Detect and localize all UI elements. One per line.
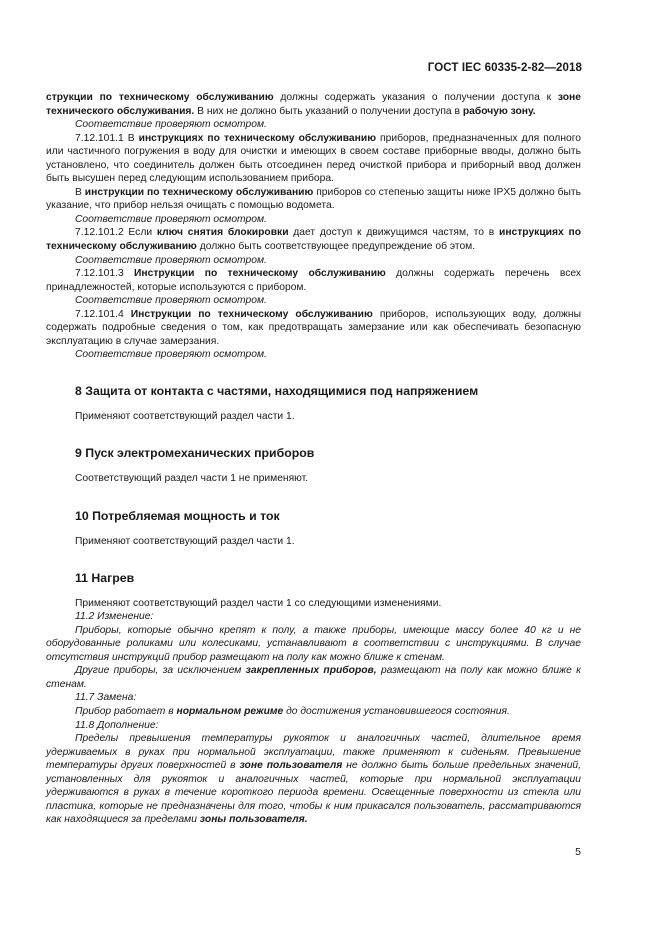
clause-11-7-text: Прибор работает в нормальном режиме до достижения установившегося состояния. — [75, 705, 510, 717]
continued-paragraph: струкции по техническому обслуживанию должны содержать указания о получении доступа к зоне технического обслуживания. В них не должно быть указаний о получении доступа в рабочую зону. — [46, 92, 582, 117]
section-9-text: Соответствующий раздел части 1 не применяют. — [75, 473, 309, 485]
section-8-text: Применяют соответствующий раздел части 1. — [75, 410, 295, 422]
compliance-check: Соответствие проверяют осмотром. — [75, 119, 267, 131]
clause-7-12-101-1: 7.12.101.1 В инструкциях по техническому обслуживанию приборов, предназначенных для полного или частичного погружения в воду для очистки и имеющих в своем составе приборные вводы, должно быть установлено, что соединитель должен быть отсоединен перед очисткой прибора и приборный ввод должен быть высушен перед следующим использованием прибора. — [46, 132, 581, 185]
document-body — [46, 91, 581, 827]
section-10-heading: 10 Потребляемая мощность и ток — [75, 509, 280, 524]
page-number: 5 — [575, 846, 581, 858]
clause-11-2-label: 11.2 Изменение: — [75, 611, 154, 623]
compliance-check: Соответствие проверяют осмотром. — [75, 295, 267, 307]
section-11-intro: Применяют соответствующий раздел части 1 со следующими изменениями. — [75, 597, 442, 609]
clause-11-2-text-a: Приборы, которые обычно крепят к полу, а также приборы, имеющие массу более 40 кг и не оборудованные роликами или колесиками, устанавливают в соответствии с инструкциями. В случае отсутствия инструкций прибор размещают на полу как можно ближе к стенам. — [46, 624, 581, 663]
clause-11-7-label: 11.7 Замена: — [75, 692, 137, 704]
clause-7-12-101-4: 7.12.101.4 Инструкции по техническому обслуживанию приборов, использующих воду, должны содержать подробные сведения о том, как предотвращать замерзание или как обеспечивать безопасную эксплуатацию в случае замерзания. — [46, 308, 581, 347]
clause-7-12-101-2: 7.12.101.2 Если ключ снятия блокировки дает доступ к движущимся частям, то в инструкциях по техническому обслуживанию должно быть соответствующее предупреждение об этом. — [46, 227, 581, 253]
compliance-check: Соответствие проверяют осмотром. — [75, 349, 267, 361]
section-9-heading: 9 Пуск электромеханических приборов — [75, 446, 315, 461]
clause-11-8-text: Пределы превышения температуры рукояток и аналогичных частей, длительное время удерживаемых в руках при нормальной эксплуатации, также применяют к сиденьям. Превышение температуры других поверхностей в зоне пользователя не должно быть больше предельных значений, установленных для рукояток и аналогичных частей, которые при нормальной эксплуатации удерживаются в руках в течение короткого периода времени. Освещенные поверхности из стекла или пластика, которые не предназначены для того, чтобы к ним прикасался пользователь, рассматриваются как находящиеся за пределами зоны пользователя. — [46, 733, 582, 826]
section-8-heading: 8 Защита от контакта с частями, находящимися под напряжением — [75, 383, 479, 398]
clause-11-8-label: 11.8 Дополнение: — [75, 719, 159, 731]
clause-7-12-101-3: 7.12.101.3 Инструкции по техническому обслуживанию должны содержать перечень всех принадлежностей, которые используются с прибором. — [46, 268, 581, 293]
clause-11-2-text-b: Другие приборы, за исключением закрепленных приборов, размещают на полу как можно ближе к стенам. — [46, 665, 582, 690]
compliance-check: Соответствие проверяют осмотром. — [75, 254, 267, 266]
section-10-text: Применяют соответствующий раздел части 1. — [75, 536, 295, 548]
compliance-check: Соответствие проверяют осмотром. — [75, 213, 267, 225]
standard-header: ГОСТ IEC 60335-2-82—2018 — [427, 62, 582, 74]
section-11-heading: 11 Нагрев — [75, 570, 135, 585]
clause-ipx5: В инструкции по техническому обслуживанию приборов со степенью защиты ниже IPX5 должно быть указание, что прибор нельзя очищать с помощью водомета. — [46, 186, 581, 212]
